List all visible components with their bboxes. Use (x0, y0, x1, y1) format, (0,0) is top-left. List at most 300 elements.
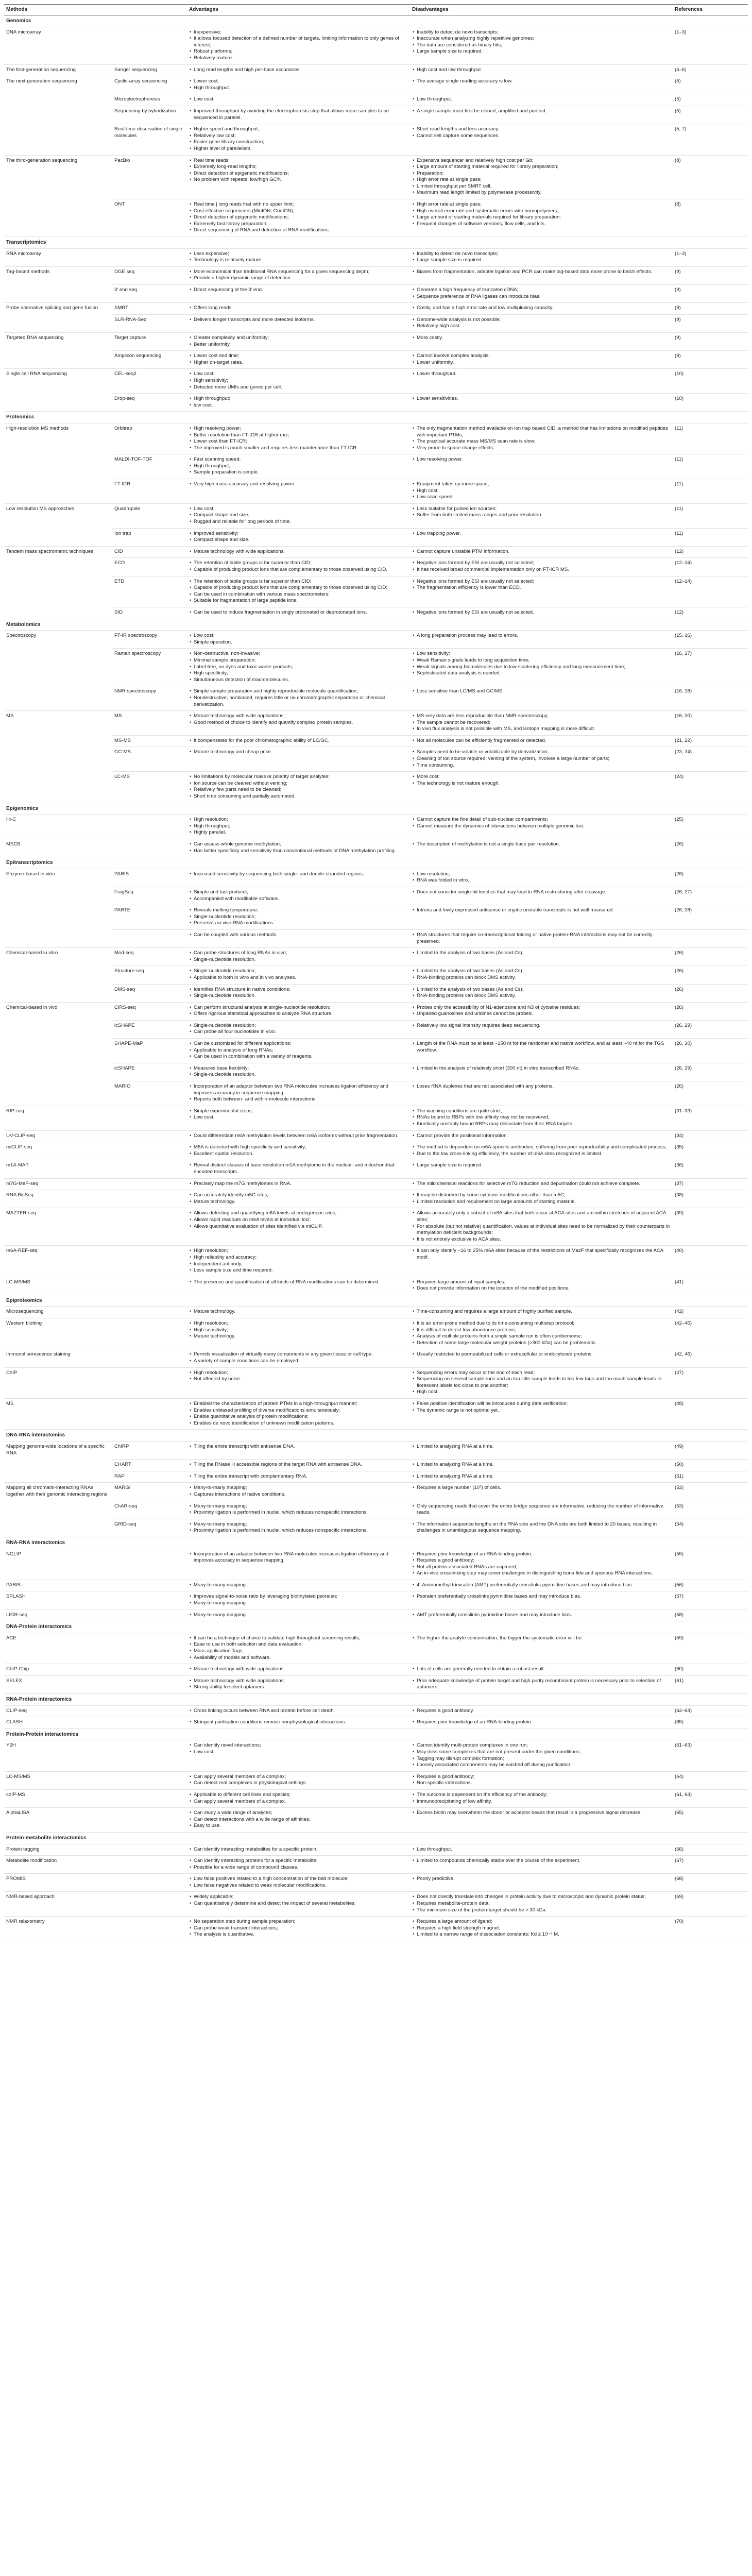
advantage-item: • Not affected by noise. (194, 1376, 408, 1383)
advantage-item: • Fast scanning speed; (194, 456, 408, 463)
disadvantage-item: • Large amount of starting material required for library preparation; (417, 164, 671, 171)
reference-cell: (31–33) (673, 1106, 748, 1130)
advantage-list (189, 749, 408, 756)
method-cell: AlphaLISA (4, 1808, 112, 1833)
advantage-item: • Capable of producing product ions that are complementary to those observed using CID; (194, 585, 408, 591)
table-row (4, 948, 748, 966)
advantage-item: • Identifies RNA structure in native conditions; (194, 987, 408, 993)
section-row (4, 15, 748, 27)
disadvantage-item: • False positive identification will be introduced during data verification; (417, 1401, 671, 1408)
advantage-item: • Low cost; (194, 633, 408, 639)
method-cell: NMR relaxometry (4, 1917, 112, 1941)
table-row (4, 454, 748, 479)
reference-cell: (40) (673, 1246, 748, 1277)
advantage-list (189, 1192, 408, 1205)
reference-cell: (5, 7) (673, 124, 748, 155)
disadvantage-item: • RNA-binding proteins can block DMS activity. (417, 993, 671, 999)
disadvantage-item: • Sequencing errors may occur at the end of each read; (417, 1370, 671, 1377)
disadvantage-list (412, 96, 671, 103)
advantage-item: • Highly parallel. (194, 829, 408, 836)
disadvantage-list (412, 126, 671, 139)
advantage-list (189, 126, 408, 152)
disadvantage-item: • High cost; (417, 488, 671, 495)
disadvantage-item: • The information sequence lengths on the RNA side and the DNA side are both limited to 20 bases, resulting in challenges in unambiguous sequence mapping. (417, 1521, 671, 1534)
advantage-cell (187, 394, 410, 412)
table-row (4, 503, 748, 528)
disadvantage-list (412, 1065, 671, 1072)
table-row (4, 1130, 748, 1142)
disadvantage-list (412, 1210, 671, 1243)
reference-cell: (54) (673, 1519, 748, 1537)
disadvantage-item: • Suffer from both limited mass ranges and poor resolution. (417, 512, 671, 519)
disadvantage-list (412, 1351, 671, 1358)
disadvantage-item: • Very prone to space charge effects. (417, 445, 671, 452)
header-advantages: Advantages (187, 5, 410, 15)
disadvantage-item: • Limited to analyzing RNA at a time. (417, 1462, 671, 1468)
disadvantage-list (412, 1792, 671, 1805)
method-cell: MAZTER-seq (4, 1208, 112, 1246)
submethod-cell (112, 1789, 187, 1807)
disadvantage-cell (410, 869, 673, 887)
disadvantage-cell (410, 1441, 673, 1459)
disadvantage-cell (410, 285, 673, 303)
section-row (4, 619, 748, 631)
advantage-item: • Single-nucleotide resolution. (194, 957, 408, 963)
table-row (4, 1020, 748, 1038)
disadvantage-cell (410, 576, 673, 607)
submethod-cell: RAP (112, 1471, 187, 1483)
disadvantage-list (412, 1248, 671, 1261)
disadvantage-list (412, 1894, 671, 1913)
submethod-cell (112, 1856, 187, 1874)
advantage-list (189, 1919, 408, 1938)
advantage-list (189, 1612, 408, 1619)
section-row (4, 1832, 748, 1844)
advantage-cell (187, 607, 410, 619)
advantage-cell (187, 303, 410, 315)
advantage-item: • Cost-effective sequencers (MinION, GridION); (194, 208, 408, 215)
advantage-item: • Good method of choice to identify and quantify complex protein samples. (194, 720, 408, 726)
reference-cell: (26, 29) (673, 1063, 748, 1081)
section-title: RNA-Protein interactomics (4, 1694, 748, 1706)
advantage-item: • Mature technology with wide applications. (194, 1666, 408, 1673)
advantage-list (189, 1401, 408, 1427)
advantage-item: • Can assess whole genome methylation; (194, 841, 408, 848)
advantage-cell (187, 1246, 410, 1277)
advantage-cell (187, 948, 410, 966)
reference-cell: (34) (673, 1130, 748, 1142)
table-row (4, 351, 748, 369)
method-cell (4, 929, 112, 947)
advantage-cell (187, 1020, 410, 1038)
advantage-item: • Simple experimental steps; (194, 1108, 408, 1115)
submethod-cell (112, 1675, 187, 1693)
advantage-list (189, 817, 408, 836)
reference-cell: (10) (673, 369, 748, 394)
advantage-item: • Higher speed and throughput; (194, 126, 408, 133)
disadvantage-cell (410, 1106, 673, 1130)
advantage-cell (187, 266, 410, 284)
advantage-item: • Can accurately identify m5C sites; (194, 1192, 408, 1199)
advantage-list (189, 201, 408, 234)
advantage-item: • Simultaneous detection of macromolecules. (194, 677, 408, 684)
disadvantage-item: • 4'-Aminomethyl trioxsalen (AMT) preferentially crosslinks pyrimidine bases and may introduce bias. (417, 1582, 671, 1589)
advantage-cell (187, 711, 410, 736)
method-cell (4, 479, 112, 504)
disadvantage-item: • Cannot measure the dynamics of interactions between multiple genomic loci. (417, 823, 671, 830)
table-row (4, 1664, 748, 1676)
table-row (4, 1142, 748, 1160)
section-title: Metabolomics (4, 619, 748, 631)
submethod-cell: Real-time observation of single molecules (112, 124, 187, 155)
disadvantage-cell (410, 1483, 673, 1501)
disadvantage-list (412, 426, 671, 451)
reference-cell: (68) (673, 1874, 748, 1892)
disadvantage-item: • Large sample size is required. (417, 1162, 671, 1169)
reference-cell: (23, 24) (673, 747, 748, 772)
disadvantage-list (412, 774, 671, 787)
advantage-list (189, 1810, 408, 1829)
method-cell: ChIP-Chip (4, 1664, 112, 1676)
advantage-item: • Lower cost and time; (194, 353, 408, 360)
disadvantage-list (412, 1133, 671, 1140)
advantage-item: • Can study a wide range of analytes; (194, 1810, 408, 1817)
disadvantage-item: • High cost. (417, 1389, 671, 1396)
disadvantage-item: • The mild chemical reactions for selective m7G reduction and depurination could not achieve complete. (417, 1181, 671, 1188)
advantage-item: • Lower cost; (194, 78, 408, 85)
disadvantage-item: • The washing conditions are quite strict; (417, 1108, 671, 1115)
advantage-list (189, 1351, 408, 1364)
disadvantage-item: • An in-vivo crosslinking step may cover challenges in distinguishing bona fide and spurious RNA interactions. (417, 1570, 671, 1577)
table-row (4, 155, 748, 199)
disadvantage-list (412, 108, 671, 115)
table-row (4, 1580, 748, 1591)
disadvantage-item: • It has received broad commercial implementation only on FT-ICR MS. (417, 567, 671, 573)
method-cell: Enzyme-based in vitro (6, 871, 55, 877)
submethod-cell: PARIS (112, 869, 187, 887)
disadvantage-item: • Inability to detect de novo transcripts; (417, 251, 671, 258)
disadvantage-item: • Requires a good antibody. (417, 1708, 671, 1715)
advantage-list (189, 353, 408, 366)
submethod-cell: LC-MS (112, 772, 187, 803)
submethod-cell: PacBio (112, 155, 187, 199)
disadvantage-item: • The dynamic range is not optimal yet. (417, 1408, 671, 1414)
disadvantage-item: • Cannot capture unstable PTM information. (417, 549, 671, 555)
disadvantage-cell (410, 1549, 673, 1580)
header-disadvantages: Disadvantages (410, 5, 673, 15)
advantage-item: • It allows focused detection of a defined number of targets, limiting information to only genes of interest; (194, 36, 408, 48)
reference-cell: (1–3) (673, 248, 748, 266)
disadvantage-list (412, 531, 671, 537)
advantage-item: • It compensates for the poor chromatographic ability of LC/GC. (194, 738, 408, 744)
advantage-list (189, 335, 408, 348)
disadvantage-cell (410, 1002, 673, 1020)
method-cell (4, 747, 112, 772)
disadvantage-item: • Limited to a narrow range of dissociation constants; Kd ≥ 10⁻⁸ M. (417, 1931, 671, 1938)
method-cell (4, 576, 112, 607)
disadvantage-list (412, 579, 671, 591)
advantage-item: • Mature technology. (194, 1199, 408, 1206)
disadvantage-list (412, 1582, 671, 1589)
submethod-cell (112, 27, 187, 64)
advantage-item: • Can detect interactions with a wide range of affinities; (194, 1817, 408, 1823)
table-row (4, 1856, 748, 1874)
advantage-list (189, 67, 408, 74)
advantage-list (189, 713, 408, 726)
reference-cell: (26) (673, 966, 748, 984)
advantage-cell (187, 1856, 410, 1874)
method-cell (4, 1460, 112, 1471)
advantage-cell (187, 1917, 410, 1941)
method-cell (4, 686, 112, 711)
disadvantage-cell (410, 1808, 673, 1833)
disadvantage-item: • Lower throughput. (417, 371, 671, 378)
advantage-cell (187, 1349, 410, 1367)
disadvantage-item: • Generate a high frequency of truncated cDNA; (417, 287, 671, 294)
advantage-item: • Delivers longer transcripts and more detected isoforms. (194, 317, 408, 324)
reference-cell: (47) (673, 1367, 748, 1398)
disadvantage-item: • AMT preferentially crosslinks pyrimidine bases and may introduce bias. (417, 1612, 671, 1619)
advantage-list (189, 1444, 408, 1450)
disadvantage-list (412, 1370, 671, 1396)
advantage-item: • Enabled the characterization of protein PTMs in a high-throughput manner; (194, 1401, 408, 1408)
reference-cell: (50) (673, 1460, 748, 1471)
table-row (4, 1081, 748, 1106)
method-cell: Low resolution MS approaches (6, 505, 74, 512)
disadvantage-item: • Usually restricted to permeabilized cells or extracellular or endocytosed proteins. (417, 1351, 671, 1358)
reference-cell: (21, 22) (673, 735, 748, 747)
advantage-item: • Can be coupled with various methods. (194, 932, 408, 939)
advantage-cell (187, 1705, 410, 1717)
submethod-cell (112, 1591, 187, 1609)
advantage-item: • Mature technology and cheap price. (194, 749, 408, 756)
advantage-item: • Relatively few parts need to be cleaned; (194, 787, 408, 793)
table-row (4, 394, 748, 412)
section-row (4, 1694, 748, 1706)
reference-cell: (36) (673, 1160, 748, 1178)
method-cell: High-resolution MS methods (6, 425, 69, 431)
reference-cell: (24) (673, 772, 748, 803)
section-title: Protein-Protein interactomics (4, 1728, 748, 1740)
disadvantage-item: • Limited resolution and requirement on large amounts of starting material. (417, 1199, 671, 1206)
disadvantage-item: • Limited throughput per SMRT cell; (417, 183, 671, 190)
advantage-list (189, 1370, 408, 1383)
disadvantage-list (412, 950, 671, 957)
advantage-list (189, 371, 408, 391)
table-row (4, 27, 748, 64)
advantage-item: • Can quantitatively determine and detect the impact of several metabolites. (194, 1901, 408, 1907)
method-cell: Single cell RNA sequencing (6, 371, 67, 377)
method-cell: m1A-MAP (4, 1160, 112, 1178)
submethod-cell: ETD (112, 576, 187, 607)
disadvantage-item: • Time consuming. (417, 762, 671, 769)
advantage-cell (187, 285, 410, 303)
submethod-cell (112, 248, 187, 266)
table-row (4, 1519, 748, 1537)
disadvantage-cell (410, 1142, 673, 1160)
advantage-cell (187, 199, 410, 237)
advantage-item: • Allows detecting and quantifying m6A levels at endogenous sites; (194, 1210, 408, 1217)
advantage-list (189, 1503, 408, 1516)
advantage-item: • Reveals melting temperature; (194, 907, 408, 914)
table-row (4, 905, 748, 930)
table-row (4, 1367, 748, 1398)
advantage-item: • Can be used in combination with a variety of reagents. (194, 1054, 408, 1060)
table-row (4, 966, 748, 984)
advantage-list (189, 1876, 408, 1889)
submethod-cell: SMRT (112, 303, 187, 315)
advantage-item: • Relatively low cost; (194, 133, 408, 140)
advantage-item: • Very high mass accuracy and resolving power. (194, 481, 408, 488)
advantage-item: • Single-nucleotide resolution; (194, 1023, 408, 1029)
method-cell (4, 199, 112, 237)
reference-cell: (8) (673, 199, 748, 237)
advantage-item: • No separation step during sample preparation; (194, 1919, 408, 1925)
section-row (4, 803, 748, 815)
reference-cell: (11) (673, 423, 748, 454)
disadvantage-item: • It may be disturbed by some cytosine modifications other than m5C; (417, 1192, 671, 1199)
disadvantage-item: • Excess biotin may overwhelm the donor or acceptor beads that result in a progressive signal decrease. (417, 1810, 671, 1817)
disadvantage-list (412, 396, 671, 402)
method-cell: Tandem mass spectrometric techniques (6, 548, 94, 554)
submethod-cell (112, 1142, 187, 1160)
submethod-cell: ONT (112, 199, 187, 237)
advantage-item: • Can apply several members of a complex; (194, 1774, 408, 1781)
advantage-list (189, 1248, 408, 1274)
advantage-item: • It can be a technique of choice to validate high throughput screening results; (194, 1635, 408, 1642)
submethod-cell: FT-ICR (112, 479, 187, 504)
table-row (4, 607, 748, 619)
reference-cell: (9) (673, 266, 748, 284)
advantage-list (189, 1635, 408, 1661)
submethod-cell (112, 1609, 187, 1621)
disadvantage-list (412, 371, 671, 378)
disadvantage-cell (410, 948, 673, 966)
advantage-list (189, 1774, 408, 1787)
section-title: DNA-RNA interactomics (4, 1430, 748, 1442)
method-cell: PARIS (4, 1580, 112, 1591)
advantage-cell (187, 1002, 410, 1020)
table-row (4, 1277, 748, 1295)
disadvantage-list (412, 67, 671, 74)
method-cell (4, 314, 112, 332)
advantage-list (189, 609, 408, 616)
advantage-item: • Availability of models and software. (194, 1655, 408, 1662)
advantage-cell (187, 106, 410, 124)
disadvantage-list (412, 1612, 671, 1619)
advantage-item: • Has better specificity and sensitivity than conventional methods of DNA methylation profiling. (194, 848, 408, 855)
disadvantage-item: • Low sensitivity; (417, 651, 671, 657)
advantage-item: • Easier gene library construction; (194, 139, 408, 146)
disadvantage-list (412, 1919, 671, 1938)
disadvantage-item: • Relatively high cost. (417, 323, 671, 330)
method-cell (4, 735, 112, 747)
method-cell: Western blotting (4, 1318, 112, 1349)
method-cell: The third-generation sequencing (6, 157, 78, 163)
reference-cell: (39) (673, 1208, 748, 1246)
disadvantage-item: • Does not consider single-hit kinetics that may lead to RNA restructuring after cleavage. (417, 889, 671, 896)
advantage-list (189, 987, 408, 999)
advantage-item: • Many-to-many mapping; (194, 1503, 408, 1510)
table-row (4, 1705, 748, 1717)
submethod-cell: FT-IR spectroscopy (112, 631, 187, 649)
reference-cell: (61) (673, 1675, 748, 1693)
method-cell: Targeted RNA sequencing (6, 334, 64, 341)
disadvantage-cell (410, 1160, 673, 1178)
table-row (4, 94, 748, 106)
reference-cell: (26) (673, 839, 748, 857)
disadvantage-item: • Does not directly translate into changes in protein activity due to microscopic and dynamic protein status; (417, 1894, 671, 1901)
table-row (4, 1874, 748, 1892)
method-cell: m7G-MaP-seq (4, 1178, 112, 1190)
table-row (4, 1717, 748, 1729)
disadvantage-item: • It is difficult to detect low abundance proteins; (417, 1327, 671, 1334)
table-header-row (4, 5, 748, 15)
advantage-item: • Mature technology with wide applications. (194, 549, 408, 555)
table-row (4, 76, 748, 94)
advantage-list (189, 506, 408, 526)
reference-cell: (15, 16) (673, 631, 748, 649)
method-cell: m6A-REF-seq (4, 1246, 112, 1277)
disadvantage-list (412, 907, 671, 914)
reference-cell: (56) (673, 1580, 748, 1591)
submethod-cell (112, 1130, 187, 1142)
disadvantage-item: • Large sample size is required. (417, 48, 671, 55)
method-cell: MS (6, 713, 14, 719)
disadvantage-list (412, 287, 671, 300)
reference-cell: (12) (673, 607, 748, 619)
submethod-cell: Quadrupole (112, 503, 187, 528)
disadvantage-cell (410, 711, 673, 736)
disadvantage-list (412, 1005, 671, 1018)
method-cell: MS (4, 1399, 112, 1430)
disadvantage-item: • Lower uniformity. (417, 360, 671, 366)
submethod-cell: Amplicon sequencing (112, 351, 187, 369)
advantage-item: • Can probe weak transient interactions; (194, 1925, 408, 1932)
advantage-item: • Higher on-target rates. (194, 360, 408, 366)
advantage-list (189, 317, 408, 324)
advantage-item: • High specificity; (194, 670, 408, 677)
submethod-cell: MARGI (112, 1483, 187, 1501)
advantage-list (189, 932, 408, 939)
section-title: Epitranscriptomics (4, 857, 748, 869)
advantage-item: • Reports both between- and within-molecule interactions. (194, 1096, 408, 1103)
advantage-cell (187, 1367, 410, 1398)
disadvantage-item: • Immunoprecipitating of low affinity. (417, 1799, 671, 1805)
disadvantage-item: • Low trapping power. (417, 531, 671, 537)
advantage-cell (187, 686, 410, 711)
advantage-list (189, 651, 408, 683)
submethod-cell: GRID-seq (112, 1519, 187, 1537)
reference-cell: (61–63) (673, 1740, 748, 1771)
disadvantage-item: • Cannot identify multi-protein complexes in one run; (417, 1742, 671, 1749)
reference-cell: (5) (673, 106, 748, 124)
section-row (4, 1295, 748, 1307)
advantage-item: • Real time | long reads that with no upper limit; (194, 201, 408, 208)
disadvantage-item: • Large amount of starting materials required for library preparation; (417, 214, 671, 221)
method-cell: NMR-based approach (4, 1892, 112, 1917)
advantage-item: • Higher level of parallelism. (194, 146, 408, 152)
table-row (4, 106, 748, 124)
disadvantage-item: • The minimum size of the protein-target should be > 30 kDa. (417, 1907, 671, 1914)
disadvantage-cell (410, 1460, 673, 1471)
advantage-item: • Lower cost than FT-ICR; (194, 438, 408, 445)
advantage-item: • Can probe all four nucleotides in vivo. (194, 1029, 408, 1036)
advantage-cell (187, 1208, 410, 1246)
disadvantage-item: • The only fragmentation method available on ion trap based CID, a method that has limitations on modified peptides with important PTMs; (417, 426, 671, 438)
disadvantage-item: • Cannot capture the fine detail of sub-nuclear compartments; (417, 817, 671, 823)
advantage-cell (187, 1609, 410, 1621)
